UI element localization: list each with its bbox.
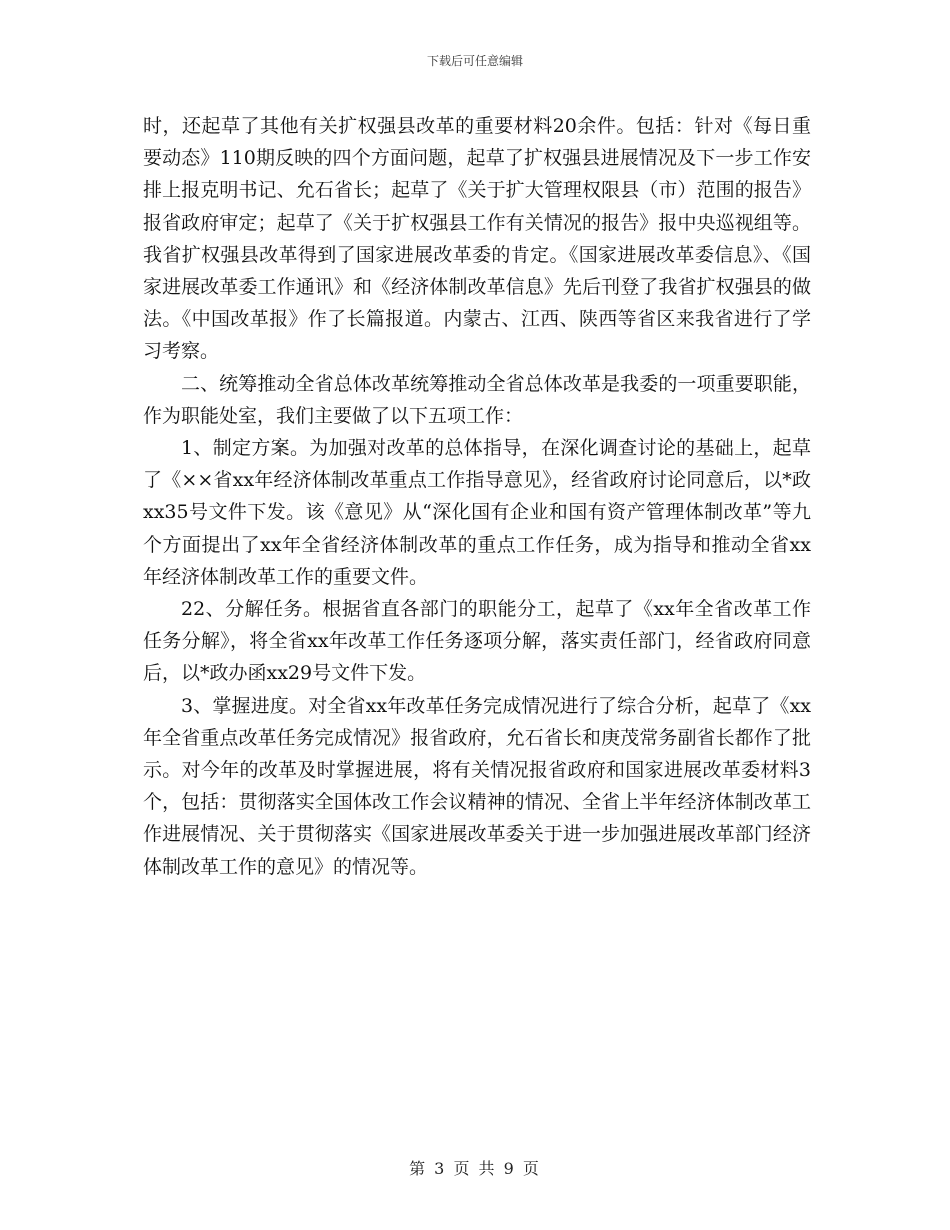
page-header-note: 下载后可任意编辑: [426, 54, 523, 68]
paragraph-item-3: 3、掌握进度。对全省xx年改革任务完成情况进行了综合分析，起草了《xx年全省重点改革任务完成情况》报省政府，允石省长和庚茂常务副省长都作了批示。对今年的改革及时掌握进展，将有关情况报省政府和国家进展改革委材料3个，包括：贯彻落实全国体改工作会议精神的情况、全省上半年经济体制改革工作进展情况、关于贯彻落实《国家进展改革委关于进一步加强进展改革部门经济体制改革工作的意见》的情况等。: [143, 694, 811, 878]
document-body: [143, 110, 811, 883]
paragraph-item-1: 1、制定方案。为加强对改革的总体指导，在深化调查讨论的基础上，起草了《××省xx年经济体制改革重点工作指导意见》，经省政府讨论同意后，以*政xx35号文件下发。该《意见》从“深化国有企业和国有资产管理体制改革”等九个方面提出了xx年全省经济体制改革的重点工作任务，成为指导和推动全省xx年经济体制改革工作的重要文件。: [143, 437, 811, 588]
paragraph-section-two: 二、统筹推动全省总体改革统筹推动全省总体改革是我委的一项重要职能，作为职能处室，我们主要做了以下五项工作：: [143, 372, 811, 427]
paragraph-continuation: 时，还起草了其他有关扩权强县改革的重要材料20余件。包括：针对《每日重要动态》110期反映的四个方面问题，起草了扩权强县进展情况及下一步工作安排上报克明书记、允石省长；起草了《关于扩大管理权限县（市）范围的报告》报省政府审定；起草了《关于扩权强县工作有关情况的报告》报中央巡视组等。我省扩权强县改革得到了国家进展改革委的肯定。《国家进展改革委信息》、《国家进展改革委工作通讯》和《经济体制改革信息》先后刊登了我省扩权强县的做法。《中国改革报》作了长篇报道。内蒙古、江西、陕西等省区来我省进行了学习考察。: [143, 115, 811, 363]
page-number-footer: 第 3 页 共 9 页: [409, 1159, 541, 1178]
paragraph-item-2: 22、分解任务。根据省直各部门的职能分工，起草了《xx年全省改革工作任务分解》，将全省xx年改革工作任务逐项分解，落实责任部门，经省政府同意后，以*政办函xx29号文件下发。: [143, 598, 811, 685]
